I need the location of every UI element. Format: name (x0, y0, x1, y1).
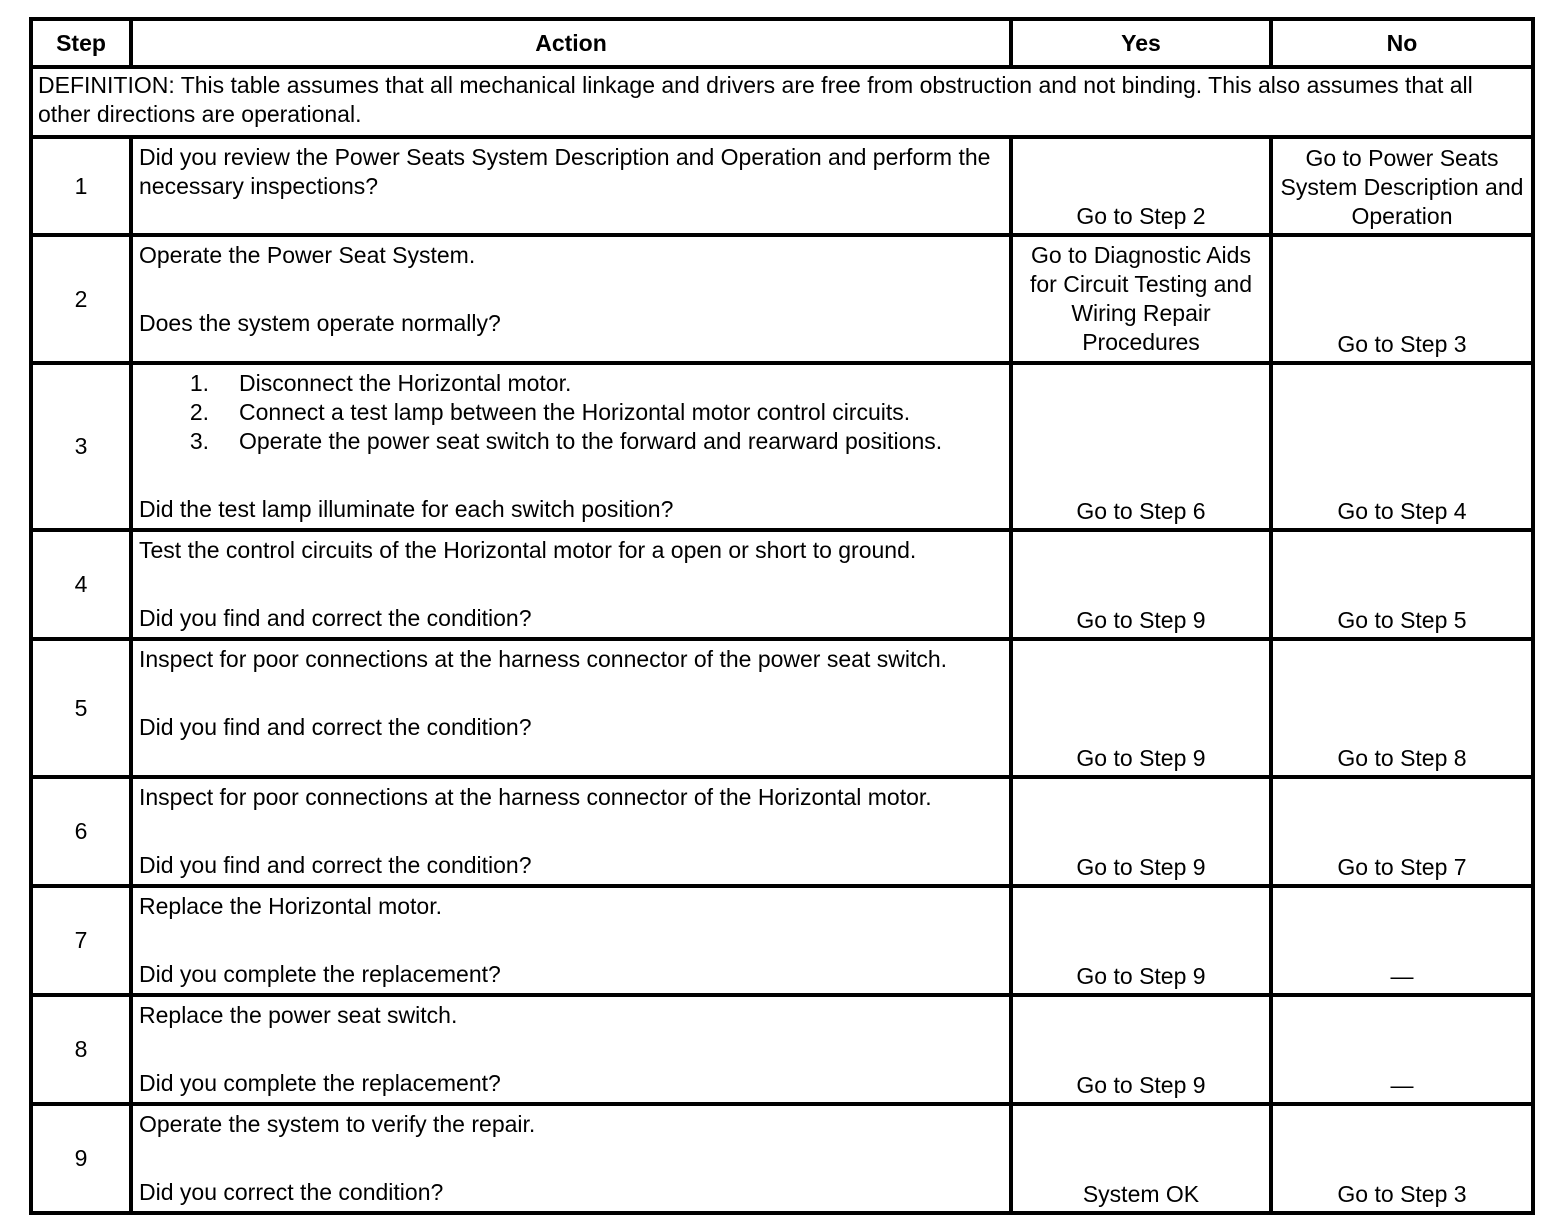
no-cell: Go to Step 8 (1271, 639, 1533, 777)
list-item (139, 398, 1001, 427)
no-cell: Go to Step 5 (1271, 530, 1533, 639)
action-question: Did you complete the replacement? (139, 961, 501, 987)
action-text: Inspect for poor connections at the harness connector of the Horizontal motor. (139, 784, 932, 810)
header-step: Step (31, 19, 131, 67)
procedure-list (139, 369, 1001, 456)
table-row (31, 530, 1533, 639)
action-question: Does the system operate normally? (139, 310, 501, 336)
action-cell (131, 530, 1011, 639)
action-question: Did you find and correct the condition? (139, 852, 532, 878)
list-item-number: 3. (189, 428, 209, 454)
no-cell: Go to Step 3 (1271, 1104, 1533, 1213)
header-no: No (1271, 19, 1533, 67)
action-cell (131, 137, 1011, 235)
header-action: Action (131, 19, 1011, 67)
yes-cell: Go to Step 9 (1011, 639, 1271, 777)
action-question: Did you find and correct the condition? (139, 714, 532, 740)
action-text: Inspect for poor connections at the harness connector of the power seat switch. (139, 646, 948, 672)
step-number: 8 (31, 995, 131, 1104)
table-row (31, 1104, 1533, 1213)
no-cell: Go to Step 7 (1271, 777, 1533, 886)
list-item-number: 1. (189, 370, 209, 396)
yes-cell: Go to Step 6 (1011, 363, 1271, 530)
action-text: Operate the system to verify the repair. (139, 1111, 536, 1137)
action-text: Operate the Power Seat System. (139, 242, 476, 268)
table-row (31, 886, 1533, 995)
header-row (31, 19, 1533, 67)
step-number: 5 (31, 639, 131, 777)
yes-cell: System OK (1011, 1104, 1271, 1213)
list-item-number: 2. (189, 399, 209, 425)
action-cell (131, 639, 1011, 777)
yes-cell: Go to Step 9 (1011, 777, 1271, 886)
no-cell: Go to Power Seats System Description and Operation (1271, 137, 1533, 235)
action-cell (131, 363, 1011, 530)
action-cell (131, 995, 1011, 1104)
table-row (31, 639, 1533, 777)
table-row (31, 777, 1533, 886)
yes-cell: Go to Step 9 (1011, 530, 1271, 639)
step-number: 2 (31, 235, 131, 363)
list-item-text: Disconnect the Horizontal motor. (239, 370, 572, 396)
list-item (139, 369, 1001, 398)
action-question: Did you find and correct the condition? (139, 605, 532, 631)
step-number: 9 (31, 1104, 131, 1213)
action-cell (131, 235, 1011, 363)
action-text: Test the control circuits of the Horizontal motor for a open or short to ground. (139, 537, 917, 563)
table-row (31, 235, 1533, 363)
no-cell: Go to Step 3 (1271, 235, 1533, 363)
yes-cell: Go to Step 9 (1011, 995, 1271, 1104)
definition-text: DEFINITION: This table assumes that all mechanical linkage and drivers are free from obstruction and not binding. This also assumes that all other directions are operational. (31, 67, 1533, 137)
diagnostic-table (29, 17, 1535, 1215)
step-number: 6 (31, 777, 131, 886)
action-cell (131, 1104, 1011, 1213)
yes-cell: Go to Step 2 (1011, 137, 1271, 235)
definition-row (31, 67, 1533, 137)
no-cell: Go to Step 4 (1271, 363, 1533, 530)
list-item-text: Connect a test lamp between the Horizontal motor control circuits. (239, 399, 911, 425)
yes-cell: Go to Diagnostic Aids for Circuit Testing and Wiring Repair Procedures (1011, 235, 1271, 363)
action-cell (131, 777, 1011, 886)
table-row (31, 995, 1533, 1104)
table-row (31, 137, 1533, 235)
action-question: Did you complete the replacement? (139, 1070, 501, 1096)
step-number: 1 (31, 137, 131, 235)
table-row (31, 363, 1533, 530)
action-text: Did you review the Power Seats System Description and Operation and perform the necessary inspections? (139, 144, 991, 199)
no-cell: — (1271, 886, 1533, 995)
action-question: Did the test lamp illuminate for each switch position? (139, 496, 674, 522)
yes-cell: Go to Step 9 (1011, 886, 1271, 995)
header-yes: Yes (1011, 19, 1271, 67)
action-question: Did you correct the condition? (139, 1179, 444, 1205)
action-cell (131, 886, 1011, 995)
no-cell: — (1271, 995, 1533, 1104)
action-text: Replace the Horizontal motor. (139, 893, 442, 919)
action-text: Replace the power seat switch. (139, 1002, 458, 1028)
step-number: 7 (31, 886, 131, 995)
list-item (139, 427, 1001, 456)
list-item-text: Operate the power seat switch to the forward and rearward positions. (239, 428, 943, 454)
step-number: 4 (31, 530, 131, 639)
step-number: 3 (31, 363, 131, 530)
